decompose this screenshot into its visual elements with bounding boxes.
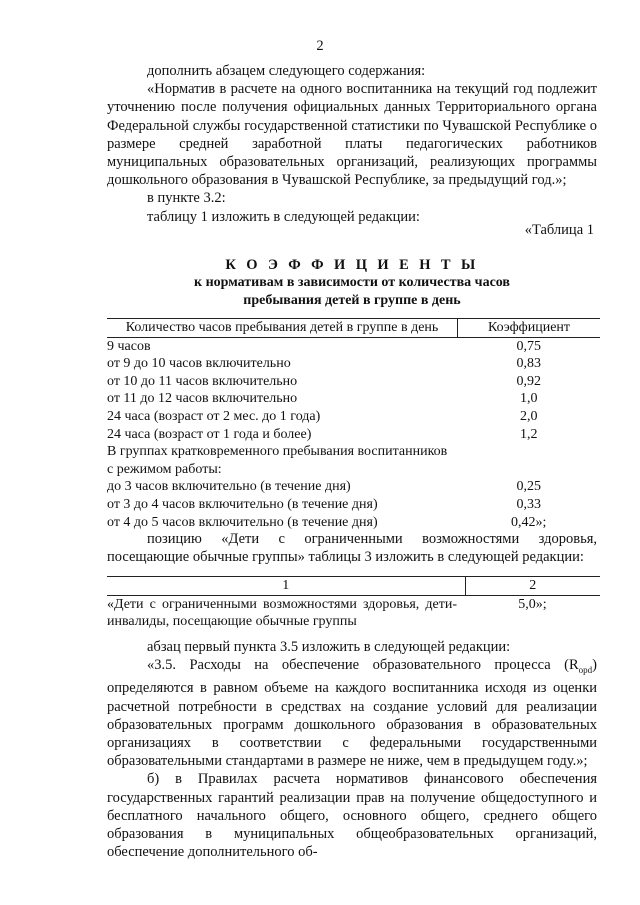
row-coefficient: 1,0 [520, 391, 538, 407]
bottom-paragraph-1: абзац первый пункта 3.5 изложить в следующей редакции: [147, 639, 511, 655]
row-hours: с режимом работы: [107, 461, 222, 477]
row-coefficient [458, 443, 601, 461]
table3-row-name: «Дети с ограниченными возможностями здоровья, дети-инвалиды, посещающие обычные группы [107, 596, 457, 630]
table3-fragment [107, 576, 600, 631]
table-row [107, 514, 600, 532]
row-hours: до 3 часов включительно (в течение дня) [107, 479, 351, 495]
bottom-block [107, 638, 597, 861]
table-row [107, 408, 600, 426]
table3-col1: 1 [107, 577, 465, 596]
table3-row-value: 5,0»; [518, 596, 547, 612]
table3-header-row [107, 577, 600, 596]
table-subtitle-1: к нормативам в зависимости от количества часов [194, 275, 510, 290]
table3-col2: 2 [465, 577, 600, 596]
table-row [107, 496, 600, 514]
row-hours: 24 часа (возраст от 2 мес. до 1 года) [107, 408, 321, 424]
table-row [107, 443, 600, 461]
row-coefficient: 0,33 [516, 496, 541, 512]
row-coefficient: 0,42»; [511, 514, 547, 530]
coefficients-table [107, 318, 600, 531]
table-row [107, 390, 600, 408]
intro-line: дополнить абзацем следующего содержания: [147, 63, 426, 79]
row-hours: от 11 до 12 часов включительно [107, 391, 298, 407]
row-hours: 9 часов [107, 338, 151, 354]
header-coefficient: Коэффициент [458, 319, 601, 338]
row-hours: от 4 до 5 часов включительно (в течение дня) [107, 514, 378, 530]
row-coefficient: 0,75 [516, 338, 541, 354]
header-hours: Количество часов пребывания детей в группе в день [107, 319, 458, 338]
page-number: 2 [316, 38, 324, 54]
bottom-paragraph-3: б) в Правилах расчета нормативов финансового обеспечения государственных гарантий реализации прав на получение общедоступного и бесплатного начального общего, основного общего, среднего общего образования в муниципальных общеобразовательных организаций, обеспечение дополнительного об- [107, 771, 597, 861]
middle-paragraph: позицию «Дети с ограниченными возможностями здоровья, посещающие обычные группы» таблицы 3 изложить в следующей редакции: [107, 531, 597, 566]
intro-block [107, 62, 597, 226]
row-hours: от 3 до 4 часов включительно (в течение дня) [107, 496, 378, 512]
p2-subscript: opd [578, 665, 593, 676]
table-row [107, 595, 600, 631]
table-row [107, 355, 600, 373]
row-hours: от 10 до 11 часов включительно [107, 373, 298, 389]
table-row [107, 461, 600, 479]
bottom-paragraph-2 [107, 656, 597, 770]
middle-block [107, 530, 597, 566]
coefficients-table-body [107, 337, 600, 531]
intro-instruction: таблицу 1 изложить в следующей редакции: [147, 208, 420, 225]
table-title: К О Э Ф Ф И Ц И Е Н Т Ы [225, 257, 479, 273]
row-hours: В группах кратковременного пребывания воспитанников [107, 444, 448, 460]
table-label: «Таблица 1 [524, 222, 594, 238]
row-hours: от 9 до 10 часов включительно [107, 356, 291, 372]
table-row [107, 426, 600, 444]
row-coefficient [458, 461, 601, 479]
row-coefficient: 2,0 [520, 408, 538, 424]
table-row [107, 337, 600, 355]
row-coefficient: 1,2 [520, 426, 538, 442]
table-title-block [107, 256, 597, 310]
p2-start: «3.5. Расходы на обеспечение образовательного процесса (R [147, 657, 579, 674]
table-subtitle-2: пребывания детей в группе в день [243, 293, 461, 308]
row-coefficient: 0,83 [516, 356, 541, 372]
intro-point: в пункте 3.2: [147, 190, 226, 207]
row-hours: 24 часа (возраст от 1 года и более) [107, 426, 312, 442]
p2-end: ) определяются в равном объеме на каждого воспитанника исходя из оценки расчетной потребности в средствах на создание условий для реализации образовательных программ дошкольного образования в образовательных организациях в соответствии с федеральными государственными образовательными стандартами в размере не ниже, чем в предыдущем году.»; [107, 657, 597, 770]
row-coefficient: 0,25 [516, 479, 541, 495]
table-row [107, 373, 600, 391]
table-header-row [107, 319, 600, 338]
row-coefficient: 0,92 [516, 373, 541, 389]
table-row [107, 478, 600, 496]
intro-quote: «Норматив в расчете на одного воспитанника на текущий год подлежит уточнению после получения официальных данных Территориального органа Федеральной службы государственной статистики по Чувашской Республике о размере средней заработной платы педагогических работников муниципальных образовательных организаций, реализующих программы дошкольного образования в Чувашской Республике, за предыдущий год.»; [107, 81, 597, 189]
